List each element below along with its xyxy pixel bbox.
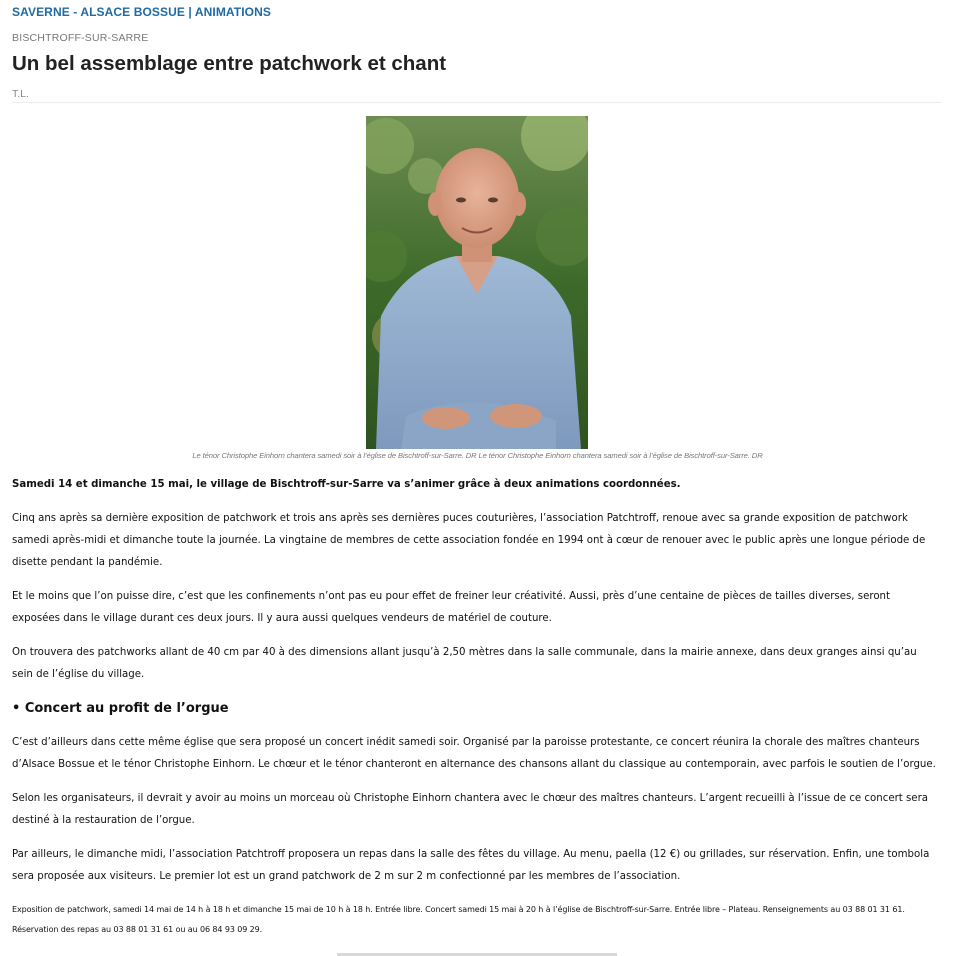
byline: T.L. (12, 88, 29, 100)
article-lead: Samedi 14 et dimanche 15 mai, le village de Bischtroff-sur-Sarre va s’animer grâce à deux animations coordonnées. (12, 479, 681, 490)
article-photo[interactable] (366, 116, 588, 449)
section-kicker-link[interactable] (12, 5, 271, 19)
paragraph: On trouvera des patchworks allant de 40 cm par 40 à des dimensions allant jusqu’à 2,50 mètres dans la salle communale, dans la mairie annexe, dans deux granges ainsi qu’au sein de l’église du village. (12, 647, 917, 680)
photo-caption: Le ténor Christophe Einhorn chantera samedi soir à l’église de Bischtroff-sur-Sarre. DR Le ténor Christophe Einhorn chantera samedi soir à l’église de Bischtroff-sur-Sarre. DR (192, 451, 763, 460)
paragraph: Selon les organisateurs, il devrait y avoir au moins un morceau où Christophe Einhorn chantera avec le chœur des maîtres chanteurs. L’argent recueilli à l’issue de ce concert sera destiné à la restauration de l’orgue. (12, 793, 929, 826)
locality-label: BISCHTROFF-SUR-SARRE (12, 32, 149, 44)
portrait-illustration (366, 116, 588, 449)
paragraph: Cinq ans après sa dernière exposition de patchwork et trois ans après ses dernières puces couturières, l’association Patchtroff, renoue avec sa grande exposition de patchwork samedi après-midi et dimanche toute la journée. La vingtaine de membres de cette association fondée en 1994 ont à cœur de renouer avec le public après une longue période de disette pendant la pandémie. (12, 513, 926, 568)
paragraph: C’est d’ailleurs dans cette même église que sera proposé un concert inédit samedi soir. Organisé par la paroisse protestante, ce concert réunira la chorale des maîtres chanteurs d’Alsace Bossue et le ténor Christophe Einhorn. Le chœur et le ténor chanteront en alternance des chansons allant du classique au contemporain, avec parfois le soutien de l’orgue. (12, 737, 936, 770)
section-subheading: • Concert au profit de l’orgue (12, 701, 229, 716)
article-title: Un bel assemblage entre patchwork et chant (12, 52, 447, 75)
section-kicker[interactable]: SAVERNE - ALSACE BOSSUE | ANIMATIONS (12, 5, 271, 19)
article-body (12, 474, 940, 900)
header-divider (12, 102, 942, 103)
paragraph: Et le moins que l’on puisse dire, c’est que les confinements n’ont pas eu pour effet de freiner leur créativité. Aussi, près d’une centaine de pièces de tailles diverses, seront exposées dans le village durant ces deux jours. Il y aura aussi quelques vendeurs de matériel de couture. (12, 591, 891, 624)
practical-info: Exposition de patchwork, samedi 14 mai de 14 h à 18 h et dimanche 15 mai de 10 h à 18 h. Entrée libre. Concert samedi 15 mai à 20 h à l’église de Bischtroff-sur-Sarre. Entrée libre – Plateau. Renseignements au 03 88 01 31 61. Réservation des repas au 03 88 01 31 61 ou au 06 84 93 09 29. (12, 905, 905, 934)
paragraph: Par ailleurs, le dimanche midi, l’association Patchtroff proposera un repas dans la salle des fêtes du village. Au menu, paella (12 €) ou grillades, sur réservation. Enfin, une tombola sera proposée aux visiteurs. Le premier lot est un grand patchwork de 2 m sur 2 m confectionné par les membres de l’association. (12, 849, 930, 882)
